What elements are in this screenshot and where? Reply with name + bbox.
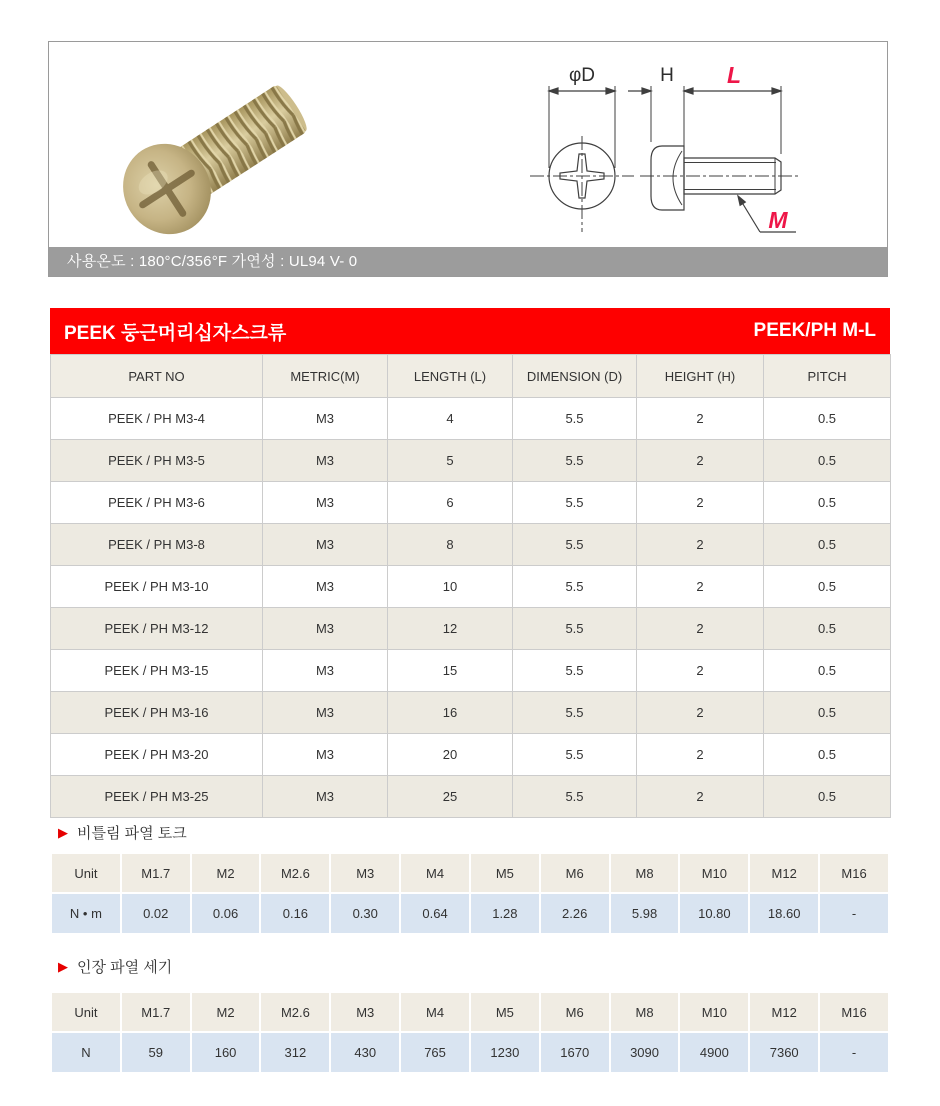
table-cell: 20 [388, 734, 513, 776]
table-cell: PEEK / PH M3-8 [51, 524, 263, 566]
table-cell: 1670 [540, 1032, 610, 1073]
screw-photo-group [107, 84, 321, 249]
table-cell: 6 [388, 482, 513, 524]
product-image-box [48, 41, 888, 277]
column-header: M12 [749, 992, 819, 1032]
table-row [51, 566, 891, 608]
column-header: M16 [819, 853, 889, 893]
column-header: M16 [819, 992, 889, 1032]
column-header: M6 [540, 853, 610, 893]
torque-section-title-text: 비틀림 파열 토크 [77, 825, 187, 842]
table-cell: 4 [388, 398, 513, 440]
table-cell: PEEK / PH M3-6 [51, 482, 263, 524]
table-cell: M3 [263, 524, 388, 566]
torque-table-header [51, 853, 889, 893]
usage-spec-caption: 사용온도 : 180°C/356°F 가연성 : UL94 V- 0 [49, 247, 887, 276]
column-header: M1.7 [121, 853, 191, 893]
table-cell: 2.26 [540, 893, 610, 934]
table-cell: M3 [263, 566, 388, 608]
column-header: M5 [470, 992, 540, 1032]
spec-table-header [51, 355, 891, 398]
table-cell: 2 [637, 482, 764, 524]
table-cell: 2 [637, 776, 764, 818]
table-cell: 0.5 [764, 566, 891, 608]
table-cell: 0.5 [764, 440, 891, 482]
table-cell: 16 [388, 692, 513, 734]
column-header: DIMENSION (D) [513, 355, 637, 398]
table-row [51, 650, 891, 692]
column-header: M4 [400, 992, 470, 1032]
table-cell: 5.5 [513, 398, 637, 440]
table-cell: 7360 [749, 1032, 819, 1073]
table-cell: PEEK / PH M3-4 [51, 398, 263, 440]
column-header: M8 [610, 992, 680, 1032]
column-header: M6 [540, 992, 610, 1032]
header-row [51, 992, 889, 1032]
table-cell: PEEK / PH M3-5 [51, 440, 263, 482]
table-cell: 2 [637, 440, 764, 482]
table-cell: 1230 [470, 1032, 540, 1073]
table-cell: 430 [330, 1032, 400, 1073]
table-cell: N • m [51, 893, 121, 934]
table-cell: 2 [637, 398, 764, 440]
torque-section-title [58, 822, 187, 843]
table-cell: 0.16 [260, 893, 330, 934]
table-row [51, 893, 889, 934]
table-cell: M3 [263, 440, 388, 482]
table-cell: PEEK / PH M3-16 [51, 692, 263, 734]
table-cell: N [51, 1032, 121, 1073]
column-header: M3 [330, 853, 400, 893]
table-cell: 4900 [679, 1032, 749, 1073]
tensile-table-header [51, 992, 889, 1032]
screw-photo [107, 84, 337, 249]
table-row [51, 524, 891, 566]
table-cell: 5.5 [513, 566, 637, 608]
table-cell: 0.5 [764, 608, 891, 650]
table-cell: 2 [637, 650, 764, 692]
torque-table [50, 852, 890, 935]
spec-table-body [51, 398, 891, 818]
table-cell: 5.5 [513, 524, 637, 566]
tensile-table-body [51, 1032, 889, 1073]
column-header: M8 [610, 853, 680, 893]
part-spec-table [50, 354, 891, 818]
torque-table-body [51, 893, 889, 934]
table-cell: M3 [263, 734, 388, 776]
column-header: LENGTH (L) [388, 355, 513, 398]
column-header: M1.7 [121, 992, 191, 1032]
table-cell: 3090 [610, 1032, 680, 1073]
table-cell: 59 [121, 1032, 191, 1073]
dim-label-length: L [726, 62, 742, 88]
table-cell: PEEK / PH M3-12 [51, 608, 263, 650]
table-cell: 0.5 [764, 482, 891, 524]
table-cell: 2 [637, 608, 764, 650]
column-header: METRIC(M) [263, 355, 388, 398]
column-header: M2 [191, 992, 261, 1032]
table-cell: PEEK / PH M3-15 [51, 650, 263, 692]
table-cell: 18.60 [749, 893, 819, 934]
table-cell: 0.5 [764, 398, 891, 440]
column-header: M5 [470, 853, 540, 893]
series-model-code: PEEK/PH M-L [753, 320, 876, 341]
table-cell: 312 [260, 1032, 330, 1073]
table-row [51, 1032, 889, 1073]
table-cell: 2 [637, 524, 764, 566]
table-cell: PEEK / PH M3-25 [51, 776, 263, 818]
table-cell: 5.5 [513, 692, 637, 734]
column-header: Unit [51, 992, 121, 1032]
tensile-section-title [58, 956, 172, 977]
column-header: M10 [679, 853, 749, 893]
tensile-table [50, 991, 890, 1074]
series-title: PEEK 둥근머리십자스크류 [64, 322, 287, 344]
column-header: M10 [679, 992, 749, 1032]
table-cell: 5.5 [513, 440, 637, 482]
table-cell: 0.5 [764, 650, 891, 692]
dimension-drawing [504, 50, 889, 265]
table-cell: 2 [637, 566, 764, 608]
column-header: M2.6 [260, 992, 330, 1032]
header-row [51, 853, 889, 893]
table-cell: 5.5 [513, 608, 637, 650]
table-cell: 2 [637, 734, 764, 776]
table-cell: 1.28 [470, 893, 540, 934]
table-cell: 12 [388, 608, 513, 650]
column-header: M4 [400, 853, 470, 893]
table-row [51, 608, 891, 650]
table-row [51, 482, 891, 524]
table-cell: 5.5 [513, 776, 637, 818]
table-cell: 0.06 [191, 893, 261, 934]
table-cell: 0.5 [764, 776, 891, 818]
table-cell: 5.5 [513, 482, 637, 524]
column-header: M12 [749, 853, 819, 893]
table-cell: 0.02 [121, 893, 191, 934]
table-cell: PEEK / PH M3-20 [51, 734, 263, 776]
table-cell: 5.5 [513, 650, 637, 692]
table-cell: M3 [263, 608, 388, 650]
table-cell: 15 [388, 650, 513, 692]
section-arrow-icon: ▶ [58, 958, 68, 974]
series-title-bar [50, 308, 890, 354]
table-row [51, 692, 891, 734]
table-row [51, 440, 891, 482]
table-cell: 8 [388, 524, 513, 566]
table-cell: 25 [388, 776, 513, 818]
section-arrow-icon: ▶ [58, 824, 68, 840]
table-cell: - [819, 1032, 889, 1073]
table-cell: 0.64 [400, 893, 470, 934]
table-cell: 765 [400, 1032, 470, 1073]
column-header: PART NO [51, 355, 263, 398]
column-header: PITCH [764, 355, 891, 398]
table-cell: 0.5 [764, 524, 891, 566]
table-cell: 2 [637, 692, 764, 734]
table-cell: 0.5 [764, 692, 891, 734]
table-cell: 160 [191, 1032, 261, 1073]
header-row [51, 355, 891, 398]
table-cell: 0.5 [764, 734, 891, 776]
table-cell: M3 [263, 776, 388, 818]
dim-label-thread: M [768, 207, 788, 233]
table-row [51, 734, 891, 776]
dim-label-diameter: φD [568, 65, 596, 86]
table-cell: 5.5 [513, 734, 637, 776]
column-header: HEIGHT (H) [637, 355, 764, 398]
table-cell: - [819, 893, 889, 934]
column-header: M2.6 [260, 853, 330, 893]
column-header: Unit [51, 853, 121, 893]
tensile-section-title-text: 인장 파열 세기 [77, 959, 173, 976]
table-cell: 0.30 [330, 893, 400, 934]
table-row [51, 398, 891, 440]
column-header: M3 [330, 992, 400, 1032]
table-cell: PEEK / PH M3-10 [51, 566, 263, 608]
table-cell: M3 [263, 650, 388, 692]
table-row [51, 776, 891, 818]
table-cell: M3 [263, 482, 388, 524]
table-cell: 10 [388, 566, 513, 608]
dim-label-head-height: H [660, 65, 674, 86]
table-cell: 5 [388, 440, 513, 482]
table-cell: 10.80 [679, 893, 749, 934]
column-header: M2 [191, 853, 261, 893]
table-cell: 5.98 [610, 893, 680, 934]
table-cell: M3 [263, 692, 388, 734]
table-cell: M3 [263, 398, 388, 440]
